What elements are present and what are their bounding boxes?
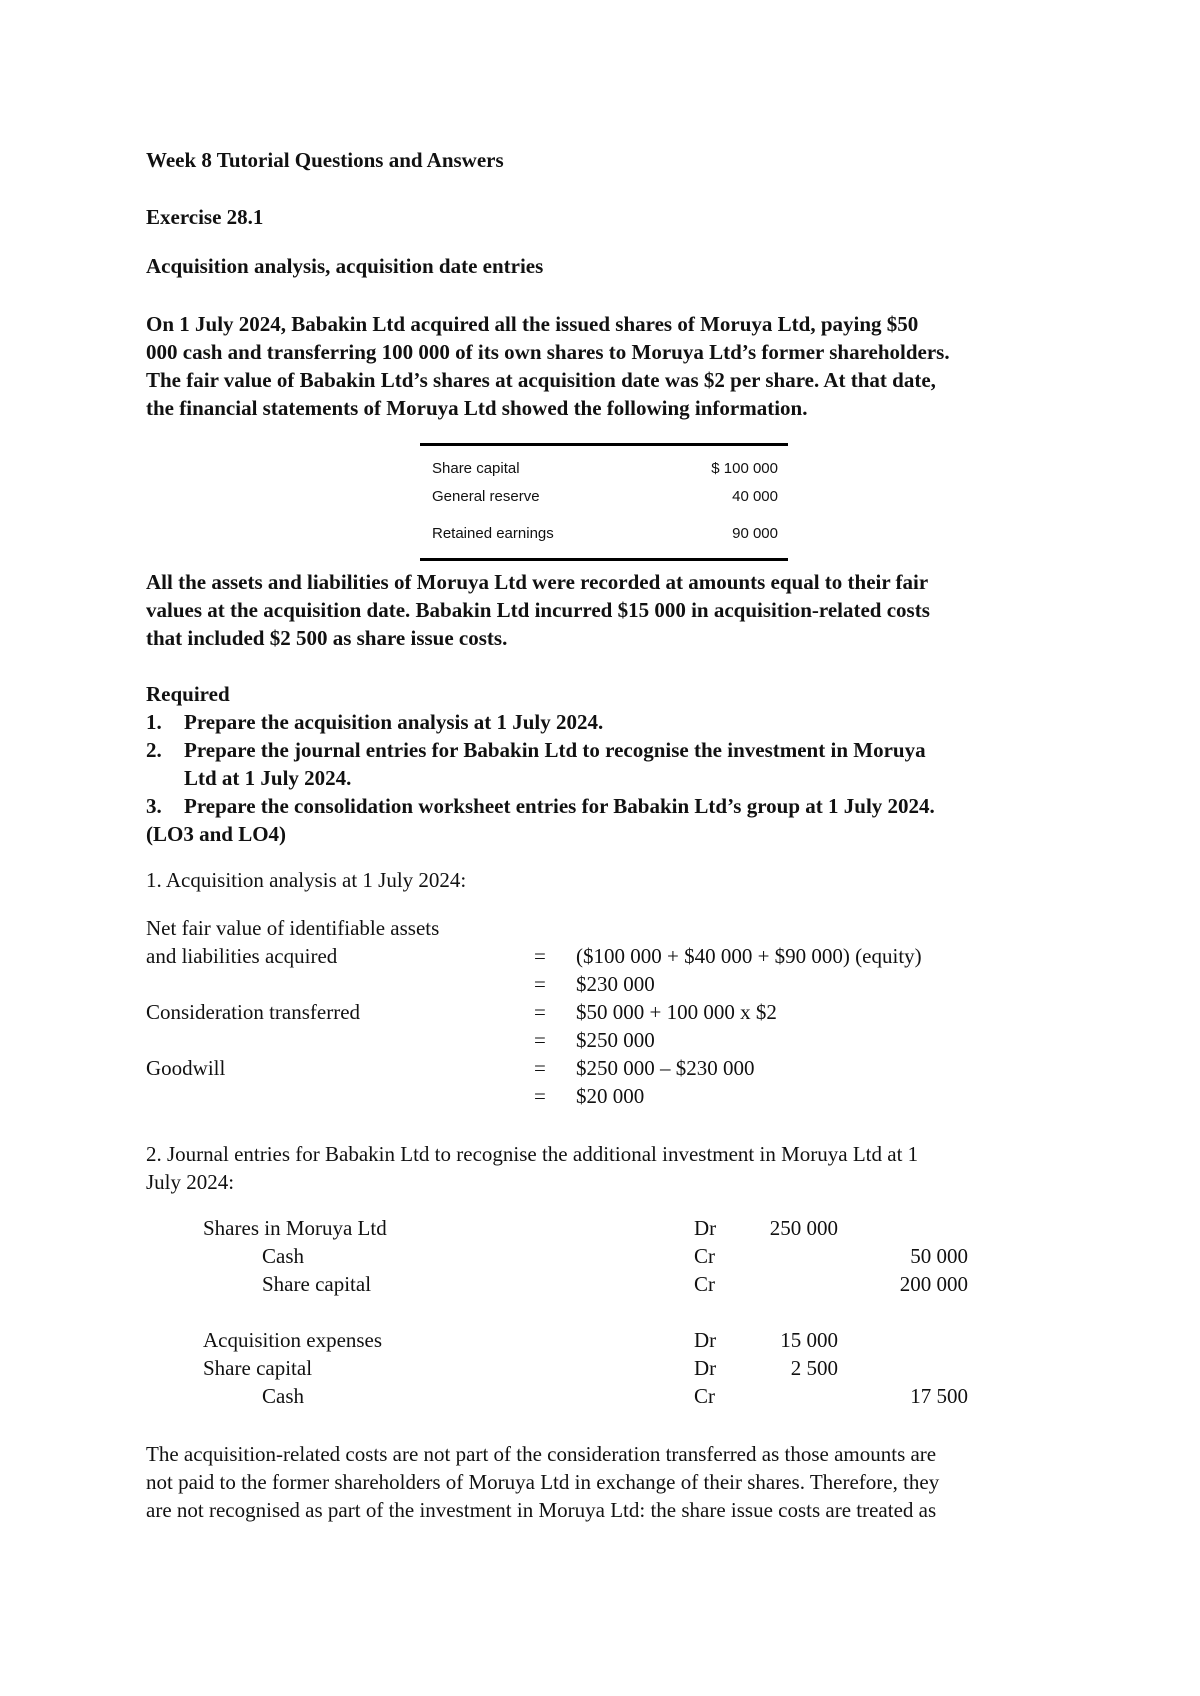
closing-line: are not recognised as part of the investment in Moruya Ltd: the share issue costs are treated as xyxy=(146,1498,937,1522)
journal-debit: 2 500 xyxy=(790,1356,838,1380)
required-item: Ltd at 1 July 2024. xyxy=(184,766,352,790)
journal-debit: 15 000 xyxy=(780,1328,838,1352)
journal-account: Cash xyxy=(262,1244,304,1268)
intro-line: On 1 July 2024, Babakin Ltd acquired all the issued shares of Moruya Ltd, paying $50 xyxy=(146,312,919,336)
required-num: 3. xyxy=(146,794,162,818)
analysis-label: Net fair value of identifiable assets xyxy=(146,916,440,940)
intro-line: 000 cash and transferring 100 000 of its own shares to Moruya Ltd’s former shareholders. xyxy=(146,340,950,364)
exercise-subtitle: Acquisition analysis, acquisition date entries xyxy=(146,254,544,278)
analysis-value: $250 000 xyxy=(576,1028,655,1052)
journal-drcr: Cr xyxy=(694,1244,715,1268)
learning-outcomes: (LO3 and LO4) xyxy=(146,822,287,846)
table-label: Retained earnings xyxy=(432,525,554,542)
journal-drcr: Dr xyxy=(694,1356,717,1380)
analysis-eq: = xyxy=(534,1028,546,1052)
required-item: Prepare the journal entries for Babakin Ltd to recognise the investment in Moruya xyxy=(184,738,926,762)
analysis-eq: = xyxy=(534,1056,546,1080)
journal-credit: 17 500 xyxy=(910,1384,968,1408)
journal-credit: 50 000 xyxy=(910,1244,968,1268)
analysis-eq: = xyxy=(534,972,546,996)
required-item: Prepare the consolidation worksheet entries for Babakin Ltd’s group at 1 July 2024. xyxy=(184,794,935,818)
after-table-line: that included $2 500 as share issue costs. xyxy=(146,626,508,650)
journal-drcr: Dr xyxy=(694,1328,717,1352)
table-label: General reserve xyxy=(432,488,540,505)
table-top-rule xyxy=(420,443,788,446)
journal-credit: 200 000 xyxy=(899,1272,968,1296)
analysis-label: Consideration transferred xyxy=(146,1000,361,1024)
table-value: $ 100 000 xyxy=(711,460,778,477)
journal-account: Shares in Moruya Ltd xyxy=(203,1216,387,1240)
intro-line: the financial statements of Moruya Ltd showed the following information. xyxy=(146,396,808,420)
analysis-value: $50 000 + 100 000 x $2 xyxy=(576,1000,777,1024)
closing-line: not paid to the former shareholders of Moruya Ltd in exchange of their shares. Therefore, they xyxy=(146,1470,940,1494)
closing-line: The acquisition-related costs are not part of the consideration transferred as those amounts are xyxy=(146,1442,937,1466)
table-value: 90 000 xyxy=(732,525,778,542)
required-heading: Required xyxy=(146,682,230,706)
required-item: Prepare the acquisition analysis at 1 July 2024. xyxy=(184,710,604,734)
journal-account: Share capital xyxy=(262,1272,372,1296)
analysis-eq: = xyxy=(534,944,546,968)
analysis-label: Goodwill xyxy=(146,1056,226,1080)
analysis-label: and liabilities acquired xyxy=(146,944,338,968)
exercise-heading: Exercise 28.1 xyxy=(146,205,264,229)
table-value: 40 000 xyxy=(732,488,778,505)
journal-account: Share capital xyxy=(203,1356,313,1380)
document-title: Week 8 Tutorial Questions and Answers xyxy=(146,148,504,172)
analysis-value: $20 000 xyxy=(576,1084,645,1108)
after-table-line: All the assets and liabilities of Moruya Ltd were recorded at amounts equal to their fair xyxy=(146,570,929,594)
analysis-value: $230 000 xyxy=(576,972,655,996)
required-num: 2. xyxy=(146,738,162,762)
journal-account: Cash xyxy=(262,1384,304,1408)
answer1-heading: 1. Acquisition analysis at 1 July 2024: xyxy=(146,868,467,892)
journal-debit: 250 000 xyxy=(769,1216,838,1240)
analysis-eq: = xyxy=(534,1000,546,1024)
analysis-value: ($100 000 + $40 000 + $90 000) (equity) xyxy=(576,944,922,968)
journal-drcr: Cr xyxy=(694,1384,715,1408)
journal-drcr: Dr xyxy=(694,1216,717,1240)
intro-line: The fair value of Babakin Ltd’s shares at acquisition date was $2 per share. At that date, xyxy=(146,368,936,392)
table-bottom-rule xyxy=(420,558,788,561)
analysis-value: $250 000 – $230 000 xyxy=(576,1056,755,1080)
answer2-heading: 2. Journal entries for Babakin Ltd to recognise the additional investment in Moruya Ltd at 1 xyxy=(146,1142,919,1166)
after-table-line: values at the acquisition date. Babakin Ltd incurred $15 000 in acquisition-related costs xyxy=(146,598,930,622)
required-num: 1. xyxy=(146,710,162,734)
journal-drcr: Cr xyxy=(694,1272,715,1296)
analysis-eq: = xyxy=(534,1084,546,1108)
journal-account: Acquisition expenses xyxy=(203,1328,383,1352)
answer2-heading: July 2024: xyxy=(146,1170,235,1194)
table-label: Share capital xyxy=(432,460,520,477)
